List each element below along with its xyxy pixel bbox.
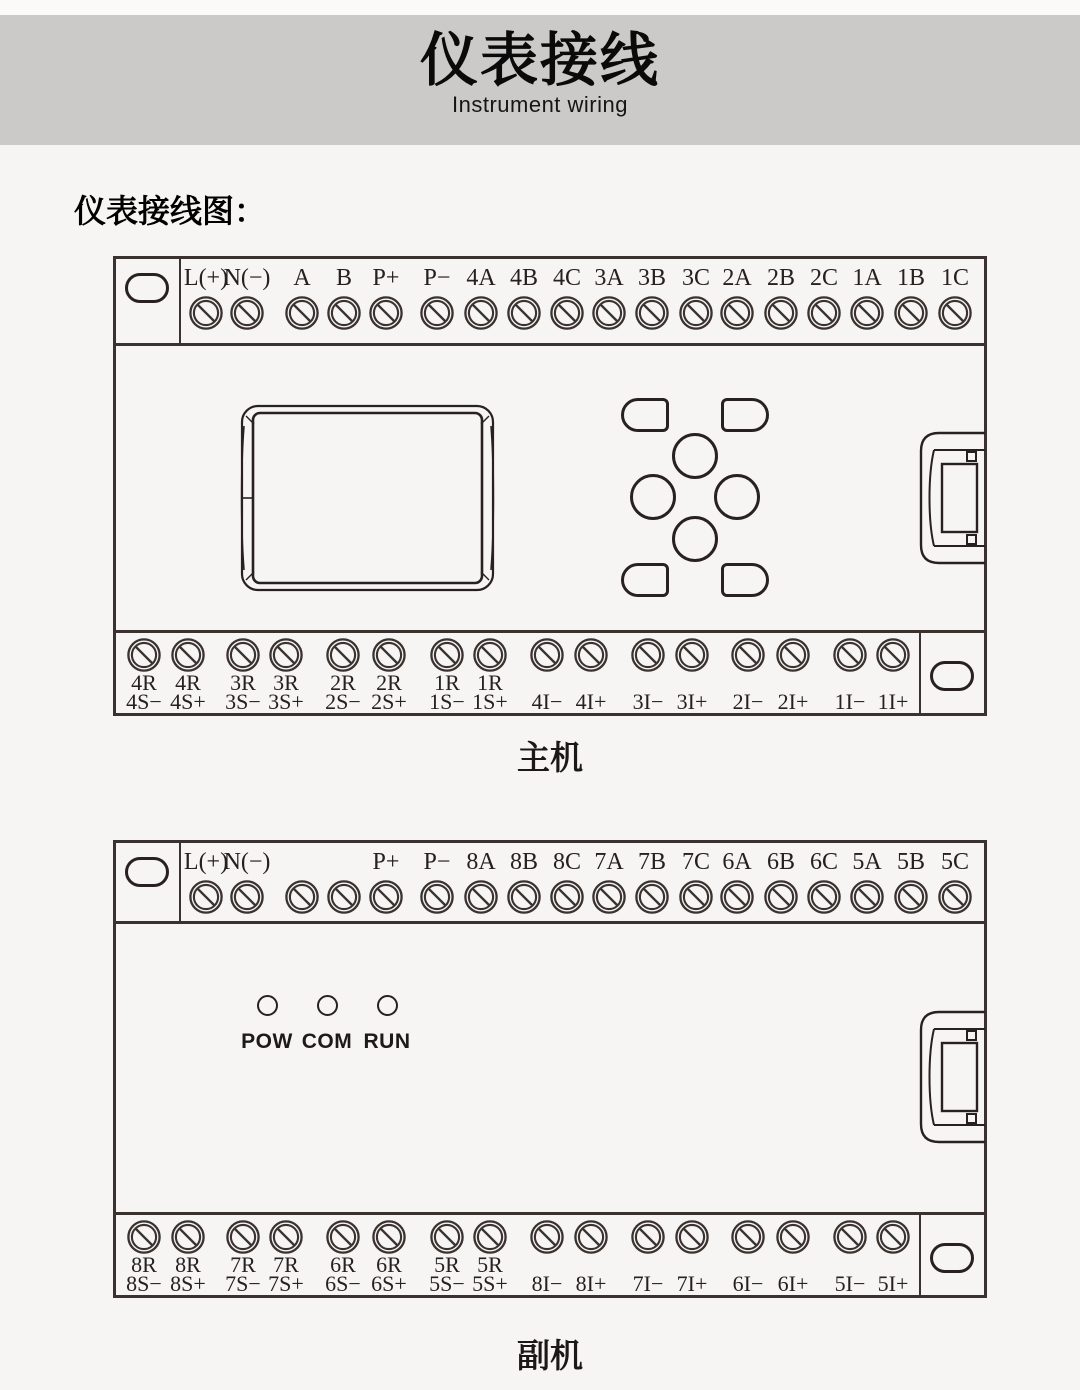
terminal-label: 2A — [722, 265, 752, 291]
side-connector — [917, 1010, 985, 1149]
terminal-bottom — [761, 1219, 825, 1296]
terminal-label: 6I+ — [777, 1271, 809, 1296]
terminal-label: 6I− — [732, 1271, 764, 1296]
terminal-label: B — [335, 265, 352, 291]
terminal-bottom — [254, 637, 318, 714]
screw-terminal-icon — [861, 637, 925, 673]
device-main-unit — [113, 256, 987, 716]
keypad-button-left — [630, 474, 676, 520]
terminal-label: 7R 7S+ — [268, 1252, 304, 1296]
terminal-label: 7I+ — [676, 1271, 708, 1296]
terminal-label: L(+) — [183, 849, 229, 875]
led-circle-icon — [257, 995, 278, 1016]
mount-slot-box — [919, 633, 984, 713]
terminal-label: N(−) — [223, 849, 271, 875]
screw-terminal-icon — [458, 1219, 522, 1255]
lcd-display — [240, 404, 495, 597]
screw-terminal-icon — [559, 637, 623, 673]
terminal-label: 3I+ — [676, 689, 708, 714]
terminal-label: 8R 8S− — [126, 1252, 162, 1296]
side-connector — [917, 431, 985, 570]
terminal-label: 3R 3S− — [225, 670, 261, 714]
section-label: 仪表接线图： — [74, 193, 267, 229]
terminal-label: 1A — [852, 265, 882, 291]
terminal-label: 5A — [852, 849, 882, 875]
bottom-terminals — [116, 633, 984, 713]
top-margin — [0, 0, 1080, 15]
mount-slot-box — [919, 1215, 984, 1295]
keypad-button-down — [672, 516, 718, 562]
terminal-label: 1I+ — [877, 689, 909, 714]
led-indicator-com — [297, 995, 357, 1054]
terminal-label: A — [293, 265, 311, 291]
keypad-button-top-right — [721, 398, 769, 432]
terminal-bottom — [660, 1219, 724, 1296]
terminal-label: L(+) — [183, 265, 229, 291]
screw-terminal-icon — [357, 637, 421, 673]
led-circle-icon — [377, 995, 398, 1016]
terminal-label: 8I− — [531, 1271, 563, 1296]
screw-terminal-icon — [923, 879, 987, 915]
mount-slot-icon — [930, 661, 974, 691]
device-sub-unit — [113, 840, 987, 1298]
page-title: 仪表接线 — [419, 28, 660, 93]
terminal-top — [923, 261, 987, 331]
terminal-label: 5R 5S+ — [472, 1252, 508, 1296]
terminal-label: 4I+ — [575, 689, 607, 714]
terminal-bottom — [458, 1219, 522, 1296]
terminal-bottom — [861, 1219, 925, 1296]
terminal-label: 4A — [466, 265, 496, 291]
terminal-label: 8C — [552, 849, 581, 875]
led-label: POW — [241, 1030, 293, 1053]
terminal-label: 4R 4S− — [126, 670, 162, 714]
keypad-button-up — [672, 433, 718, 479]
terminal-label: 2I− — [732, 689, 764, 714]
device-body — [116, 346, 984, 630]
terminal-bottom — [357, 1219, 421, 1296]
terminal-label: P− — [423, 265, 451, 291]
led-label: RUN — [363, 1030, 411, 1053]
led-label: COM — [301, 1030, 353, 1053]
terminal-label: 1B — [896, 265, 925, 291]
led-indicator-run — [357, 995, 417, 1054]
terminal-label: 2R 2S+ — [371, 670, 407, 714]
screw-terminal-icon — [254, 1219, 318, 1255]
terminal-label: 6R 6S− — [325, 1252, 361, 1296]
terminal-label: 3C — [681, 265, 710, 291]
terminal-label: P+ — [372, 265, 400, 291]
terminal-label: 2B — [766, 265, 795, 291]
terminal-label: 7B — [637, 849, 666, 875]
terminal-label: 8I+ — [575, 1271, 607, 1296]
terminal-label: 7C — [681, 849, 710, 875]
mount-slot-icon — [930, 1243, 974, 1273]
terminal-label: 3R 3S+ — [268, 670, 304, 714]
device-caption-main: 主机 — [517, 741, 583, 777]
terminal-label: 3I− — [632, 689, 664, 714]
terminal-label: 8A — [466, 849, 496, 875]
terminal-bottom — [660, 637, 724, 714]
terminal-label: 6B — [766, 849, 795, 875]
terminal-bottom — [559, 1219, 623, 1296]
bottom-terminal-strip — [116, 1212, 984, 1295]
device-body — [116, 924, 984, 1212]
terminal-label: 5C — [940, 849, 969, 875]
top-terminals — [116, 259, 984, 343]
terminal-bottom — [458, 637, 522, 714]
terminal-label: P− — [423, 849, 451, 875]
keypad-button-top-left — [621, 398, 669, 432]
terminal-label: 3A — [594, 265, 624, 291]
terminal-label: P+ — [372, 849, 400, 875]
terminal-label: 1C — [940, 265, 969, 291]
terminal-label: 2I+ — [777, 689, 809, 714]
terminal-label: 4R 4S+ — [170, 670, 206, 714]
led-circle-icon — [317, 995, 338, 1016]
screw-terminal-icon — [559, 1219, 623, 1255]
screw-terminal-icon — [660, 1219, 724, 1255]
terminal-label: 5I+ — [877, 1271, 909, 1296]
terminal-label: 2R 2S− — [325, 670, 361, 714]
bottom-terminal-strip — [116, 630, 984, 713]
terminal-bottom — [761, 637, 825, 714]
bottom-terminals — [116, 1215, 984, 1295]
terminal-bottom — [254, 1219, 318, 1296]
top-terminal-strip — [116, 843, 984, 924]
screw-terminal-icon — [861, 1219, 925, 1255]
screw-terminal-icon — [761, 637, 825, 673]
screw-terminal-icon — [660, 637, 724, 673]
terminal-label: 1I− — [834, 689, 866, 714]
screw-terminal-icon — [761, 1219, 825, 1255]
keypad-button-right — [714, 474, 760, 520]
terminal-label: 7R 7S− — [225, 1252, 261, 1296]
terminal-bottom — [357, 637, 421, 714]
screw-terminal-icon — [254, 637, 318, 673]
terminal-label: 7A — [594, 849, 624, 875]
terminal-label: N(−) — [223, 265, 271, 291]
keypad-button-bottom-right — [721, 563, 769, 597]
led-indicator-pow — [237, 995, 297, 1054]
terminal-label: 6C — [809, 849, 838, 875]
terminal-label: 6A — [722, 849, 752, 875]
terminal-top — [923, 845, 987, 915]
terminal-label: 8R 8S+ — [170, 1252, 206, 1296]
screw-terminal-icon — [458, 637, 522, 673]
header-banner — [0, 15, 1080, 145]
terminal-label: 2C — [809, 265, 838, 291]
screw-terminal-icon — [357, 1219, 421, 1255]
terminal-label: 7I− — [632, 1271, 664, 1296]
terminal-label: 5I− — [834, 1271, 866, 1296]
screw-terminal-icon — [923, 295, 987, 331]
terminal-bottom — [559, 637, 623, 714]
device-caption-sub: 副机 — [517, 1339, 583, 1375]
terminal-label: 5R 5S− — [429, 1252, 465, 1296]
terminal-label: 8B — [509, 849, 538, 875]
top-terminal-strip — [116, 259, 984, 346]
top-terminals — [116, 843, 984, 921]
terminal-label: 1R 1S+ — [472, 670, 508, 714]
page-subtitle: Instrument wiring — [451, 91, 628, 117]
keypad-button-bottom-left — [621, 563, 669, 597]
terminal-label: 4C — [552, 265, 581, 291]
terminal-label: 4B — [509, 265, 538, 291]
terminal-label: 6R 6S+ — [371, 1252, 407, 1296]
terminal-bottom — [861, 637, 925, 714]
terminal-label: 5B — [896, 849, 925, 875]
terminal-label: 3B — [637, 265, 666, 291]
terminal-label: 4I− — [531, 689, 563, 714]
terminal-label: 1R 1S− — [429, 670, 465, 714]
